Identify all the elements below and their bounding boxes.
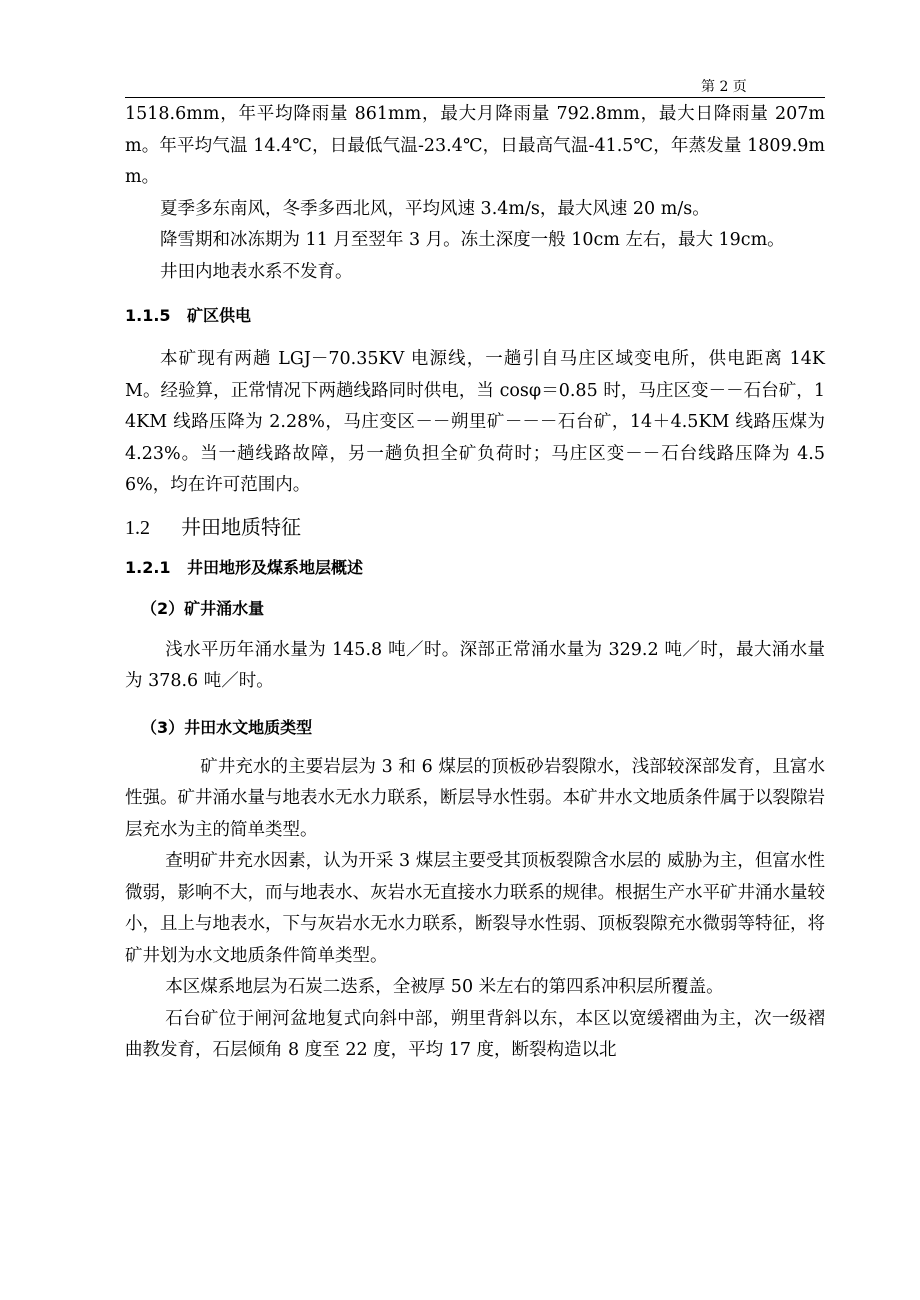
paragraph-coal-strata: 本区煤系地层为石炭二迭系，全被厚 50 米左右的第四系冲积层所覆盖。: [165, 977, 724, 997]
heading-text: 矿区供电: [187, 306, 252, 325]
paragraph-water-factors: 查明矿井充水因素，认为开采 3 煤层主要受其顶板裂隙含水层的 威胁为主，但富水性微弱，影响不大，而与地表水、灰岩水无直接水力联系的规律。根据生产水平矿井涌水量较小，且上与地表水，下与灰岩水无水力联系，断裂导水性弱、顶板裂隙充水微弱等特征，将矿井划为水文地质条件简单类型。: [125, 851, 825, 966]
subheading-hydrogeology-type: （3）井田水文地质类型: [141, 717, 313, 737]
heading-number: 1.2.1: [125, 557, 171, 577]
heading-1-2-1: [125, 556, 825, 580]
paragraph-water-inflow: 浅水平历年涌水量为 145.8 吨／时。深部正常涌水量为 329.2 吨／时，最大涌水量为 378.6 吨／时。: [125, 639, 825, 691]
paragraph-snow: 降雪期和冰冻期为 11 月至翌年 3 月。冻土深度一般 10cm 左右，最大 19cm。: [160, 230, 785, 250]
paragraph-wind: 夏季多东南风，冬季多西北风，平均风速 3.4m/s，最大风速 20 m/s。: [160, 198, 710, 219]
header-rule: [125, 97, 825, 98]
heading-1-1-5: [125, 304, 825, 328]
document-body: [125, 99, 825, 1067]
heading-text: 井田地形及煤系地层概述: [187, 557, 364, 577]
page-number: 第 2 页: [701, 79, 747, 95]
paragraph-surface-water: 井田内地表水系不发育。: [160, 261, 353, 282]
heading-number: 1.1.5: [125, 306, 171, 325]
heading-number: 1.2: [125, 516, 150, 539]
paragraph-climate: 1518.6mm，年平均降雨量 861mm，最大月降雨量 792.8mm，最大日降雨量 207mm。年平均气温 14.4℃，日最低气温-23.4℃，日最高气温-41.5℃，年蒸发量 1809.9mm。: [125, 104, 825, 187]
paragraph-power-supply: 本矿现有两趟 LGJ－70.35KV 电源线，一趟引自马庄区域变电所，供电距离 14KM。经验算，正常情况下两趟线路同时供电，当 cosφ＝0.85 时，马庄区变－－石台矿，14KM 线路压降为 2.28%，马庄变区－－朔里矿－－－石台矿，14＋4.5KM 线路压煤为 4.23%。当一趟线路故障，另一趟负担全矿负荷时；马庄区变－－石台线路压降为 4.56%，均在许可范围内。: [125, 349, 825, 495]
subheading-water-inflow: （2）矿井涌水量: [141, 598, 265, 618]
heading-1-2: [125, 513, 825, 542]
heading-text: 井田地质特征: [181, 514, 301, 539]
paragraph-aquifer: 矿井充水的主要岩层为 3 和 6 煤层的顶板砂岩裂隙水，浅部较深部发育，且富水性强。矿井涌水量与地表水无水力联系，断层导水性弱。本矿井水文地质条件属于以裂隙岩层充水为主的简单类型。: [125, 756, 825, 840]
paragraph-structure: 石台矿位于闸河盆地复式向斜中部，朔里背斜以东，本区以宽缓褶曲为主，次一级褶曲教发育，石层倾角 8 度至 22 度，平均 17 度，断裂构造以北: [125, 1008, 825, 1060]
